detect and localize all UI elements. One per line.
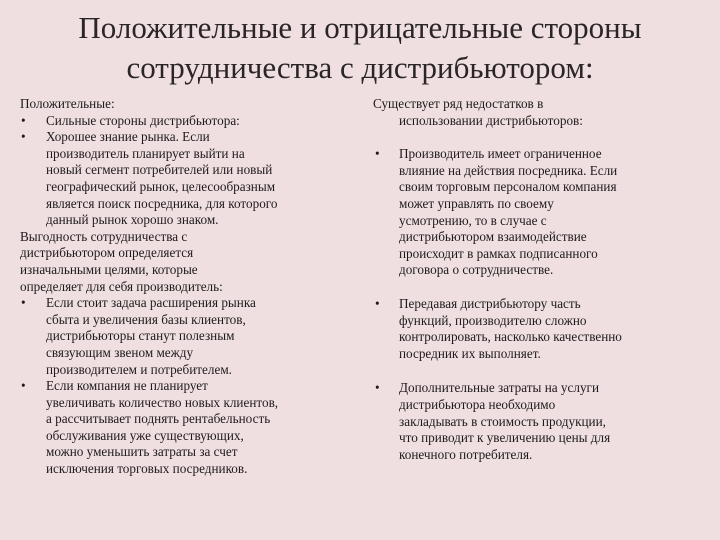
bullet-text-line: посредник их выполняет. <box>399 345 541 361</box>
bullet-text-line: дистрибьюторы станут полезным <box>46 328 235 344</box>
advantage-bullet-strengths <box>20 113 342 130</box>
bullet-text-line: дистрибьютором взаимодействие <box>399 229 587 245</box>
bullet-text-line: что приводит к увеличению цены для <box>399 430 611 446</box>
bullet-icon: • <box>375 295 380 311</box>
advantages-heading: Положительные: <box>20 96 115 111</box>
bullet-text-line: Если компания не планирует <box>46 378 208 394</box>
advantage-bullet-cost-reduction <box>20 378 342 478</box>
bullet-text-line: контролировать, насколько качественно <box>399 329 622 345</box>
disadvantages-column <box>373 96 693 463</box>
bullet-text-line: конечного потребителя. <box>399 446 533 462</box>
bullet-text-line: можно уменьшить затраты за счет <box>46 444 238 460</box>
bullet-text-line: исключения торговых посредников. <box>46 461 248 477</box>
bullet-text-line: Производитель имеет ограниченное <box>399 146 602 162</box>
bullet-icon: • <box>21 295 26 311</box>
bullet-text-line: усмотрению, то в случае с <box>399 212 547 228</box>
bullet-text-line: функций, производителю сложно <box>399 312 587 328</box>
bullet-text: Сильные стороны дистрибьютора: <box>46 112 240 128</box>
bullet-text-line: данный рынок хорошо знаком. <box>46 212 219 228</box>
bullet-text-line: дистрибьютора необходимо <box>399 396 556 412</box>
bullet-text-line: обслуживания уже существующих, <box>46 427 244 443</box>
slide-title-line-2: сотрудничества с дистрибьютором: <box>126 50 594 85</box>
paragraph-line: дистрибьютором определяется <box>20 245 194 261</box>
bullet-text-line: Хорошее знание рынка. Если <box>46 129 210 145</box>
disadvantage-bullet-quality-control <box>373 296 693 362</box>
bullet-icon: • <box>21 112 26 128</box>
bullet-icon: • <box>21 378 26 394</box>
bullet-text-line: увеличивать количество новых клиентов, <box>46 394 279 410</box>
disadvantage-bullet-limited-influence <box>373 146 693 279</box>
advantage-bullet-market-expansion <box>20 295 342 378</box>
bullet-text-line: является поиск посредника, для которого <box>46 195 278 211</box>
bullet-text-line: Если стоит задача расширения рынка <box>46 295 256 311</box>
paragraph-line: определяет для себя производитель: <box>20 278 223 294</box>
bullet-text-line: производителем и потребителем. <box>46 361 232 377</box>
intro-line: Существует ряд недостатков в <box>373 96 544 111</box>
bullet-text-line: происходит в рамках подписанного <box>399 245 598 261</box>
bullet-text-line: географический рынок, целесообразным <box>46 178 276 194</box>
bullet-icon: • <box>375 146 380 162</box>
advantages-column <box>20 96 342 478</box>
intro-line: использовании дистрибьюторов: <box>399 112 583 128</box>
bullet-text-line: договора о сотрудничестве. <box>399 262 554 278</box>
bullet-text-line: может управлять по своему <box>399 195 554 211</box>
paragraph-line: изначальными целями, которые <box>20 261 198 277</box>
bullet-text-line: а рассчитывает поднять рентабельность <box>46 411 271 427</box>
slide-title <box>0 8 720 88</box>
paragraph-line: Выгодность сотрудничества с <box>20 228 188 244</box>
bullet-text-line: производитель планирует выйти на <box>46 145 245 161</box>
bullet-text-line: закладывать в стоимость продукции, <box>399 413 606 429</box>
bullet-icon: • <box>21 129 26 145</box>
benefit-paragraph <box>20 229 342 295</box>
bullet-text-line: сбыта и увеличения базы клиентов, <box>46 311 246 327</box>
bullet-text-line: влияние на действия посредника. Если <box>399 162 618 178</box>
bullet-text-line: Передавая дистрибьютору часть <box>399 295 581 311</box>
disadvantages-intro <box>373 96 693 129</box>
bullet-icon: • <box>375 380 380 396</box>
bullet-text-line: связующим звеном между <box>46 344 194 360</box>
disadvantage-bullet-extra-costs <box>373 380 693 463</box>
bullet-text-line: Дополнительные затраты на услуги <box>399 380 600 396</box>
bullet-text-line: новый сегмент потребителей или новый <box>46 162 273 178</box>
advantage-bullet-market-knowledge <box>20 129 342 229</box>
slide-title-line-1: Положительные и отрицательные стороны <box>78 10 642 45</box>
bullet-text-line: своим торговым персоналом компания <box>399 179 617 195</box>
